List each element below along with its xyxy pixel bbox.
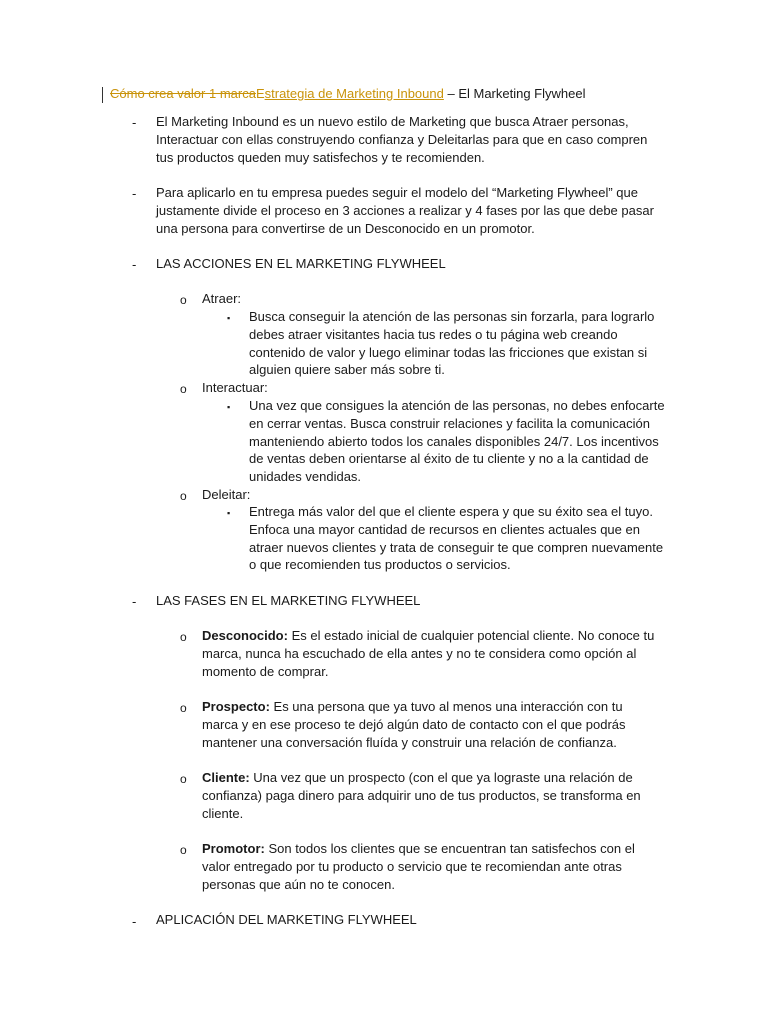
- square-bullet: ▪: [227, 313, 231, 323]
- fase-prospecto[interactable]: [202, 698, 662, 751]
- fase-text: Son todos los clientes que se encuentran tan satisfechos con el valor entregado por tu producto o servicio que te recomiendan ante otras personas que aún no te conocen.: [202, 841, 635, 892]
- section-heading-aplicacion[interactable]: APLICACIÓN DEL MARKETING FLYWHEEL: [156, 912, 417, 927]
- section-heading-fases[interactable]: LAS FASES EN EL MARKETING FLYWHEEL: [156, 593, 421, 608]
- dash-bullet: -: [132, 115, 137, 130]
- accion-label-interactuar[interactable]: Interactuar:: [202, 380, 268, 395]
- section-heading-acciones[interactable]: LAS ACCIONES EN EL MARKETING FLYWHEEL: [156, 256, 446, 271]
- intro-paragraph[interactable]: El Marketing Inbound es un nuevo estilo de Marketing que busca Atraer personas, Interactuar con ellas construyendo confianza y Deleitarlas para que en caso compren tus productos queden muy satisfechos y te recomienden.: [156, 114, 648, 165]
- circle-bullet: o: [180, 382, 187, 396]
- fase-term: Desconocido:: [202, 628, 288, 643]
- fase-text: Es el estado inicial de cualquier potencial cliente. No conoce tu marca, nunca ha escuchado de ella antes y no te considera como opción al momento de comprar.: [202, 628, 655, 679]
- circle-bullet: o: [180, 701, 187, 715]
- fase-term: Promotor:: [202, 841, 265, 856]
- fase-text: Una vez que un prospecto (con el que ya lograste una relación de confianza) paga dinero para adquirir uno de tus productos, se transforma en cliente.: [202, 770, 641, 821]
- square-bullet: ▪: [227, 508, 231, 518]
- accion-text-deleitar[interactable]: Entrega más valor del que el cliente espera y que su éxito sea el tuyo. Enfoca una mayor cantidad de recursos en clientes actuales que en atraer nuevos clientes y trata de conseguir te que compren nuevamente o que recomienden tus productos o servicios.: [249, 504, 664, 573]
- fase-term: Prospecto:: [202, 699, 270, 714]
- inserted-text[interactable]: strategia de Marketing Inbound: [264, 86, 444, 101]
- fase-text: Es una persona que ya tuvo al menos una interacción con tu marca y en ese proceso te dejó algún dato de contacto con el que podrás mantener una conversación fluída y construir una relación de confianza.: [202, 699, 626, 750]
- inserted-first-letter[interactable]: E: [255, 86, 265, 101]
- dash-bullet: -: [132, 914, 137, 929]
- deleted-text[interactable]: Cómo crea valor 1 marca: [110, 86, 256, 101]
- accion-text-interactuar[interactable]: Una vez que consigues la atención de las personas, no debes enfocarte en cerrar ventas. Busca construir relaciones y facilita la comunicación manteniendo abierto todos los canales disponibles 24/7. Los incentivos de ventas deben orientarse al éxito de tu cliente y no a la cantidad de unidades vendidas.: [249, 398, 665, 485]
- circle-bullet: o: [180, 772, 187, 786]
- circle-bullet: o: [180, 293, 187, 307]
- fase-cliente[interactable]: [202, 769, 662, 822]
- title-rest[interactable]: – El Marketing Flywheel: [443, 86, 586, 101]
- dash-bullet: -: [132, 594, 137, 609]
- circle-bullet: o: [180, 489, 187, 503]
- fase-promotor[interactable]: [202, 840, 662, 893]
- fase-desconocido[interactable]: [202, 627, 662, 680]
- circle-bullet: o: [180, 843, 187, 857]
- document-title[interactable]: [102, 85, 585, 103]
- square-bullet: ▪: [227, 402, 231, 412]
- circle-bullet: o: [180, 630, 187, 644]
- intro-paragraph[interactable]: Para aplicarlo en tu empresa puedes seguir el modelo del “Marketing Flywheel” que justamente divide el proceso en 3 acciones a realizar y 4 fases por las que debe pasar una persona para convertirse de un Desconocido en un promotor.: [156, 185, 654, 236]
- dash-bullet: -: [132, 257, 137, 272]
- accion-text-atraer[interactable]: Busca conseguir la atención de las personas sin forzarla, para lograrlo debes atraer visitantes hacia tus redes o tu página web creando contenido de valor y luego eliminar todas las fricciones que existan si alguien quiere saber más sobre ti.: [249, 309, 655, 378]
- accion-label-atraer[interactable]: Atraer:: [202, 291, 242, 306]
- dash-bullet: -: [132, 186, 137, 201]
- fase-term: Cliente:: [202, 770, 250, 785]
- accion-label-deleitar[interactable]: Deleitar:: [202, 487, 251, 502]
